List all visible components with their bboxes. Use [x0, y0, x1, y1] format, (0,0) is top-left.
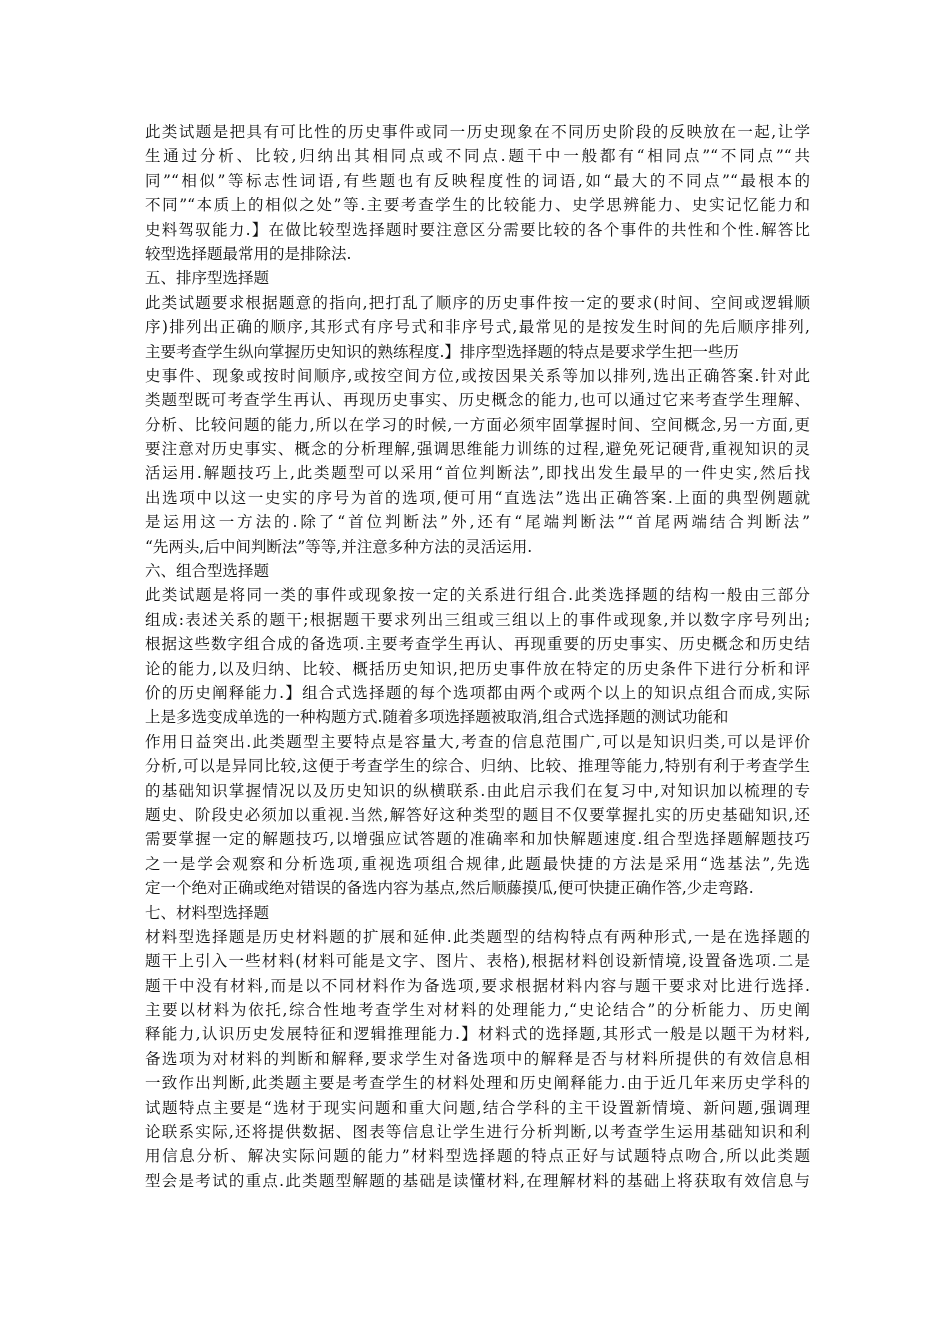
text-line: 用信息分析、解决实际问题的能力”材料型选择题的特点正好与试题特点吻合,所以此类题 [145, 1147, 810, 1166]
text-line: 不同”“本质上的相似之处”等.主要考查学生的比较能力、史学思辨能力、史实记忆能力和 [145, 196, 810, 215]
text-line: 作用日益突出.此类题型主要特点是容量大,考查的信息范围广,可以是知识归类,可以是评价 [145, 732, 810, 751]
section-comparison-continued [145, 120, 810, 266]
section-ordering-question [145, 266, 810, 559]
text-line: 分析,可以是异同比较,这便于考查学生的综合、归纳、比较、推理等能力,特别有利于考查学生 [145, 757, 810, 776]
text-line: 释能力,认识历史发展特征和逻辑推理能力.】材料式的选择题,其形式一般是以题干为材料, [145, 1025, 810, 1044]
text-line: 类题型既可考查学生再认、再现历史事实、历史概念的能力,也可以通过它来考查学生理解、 [145, 391, 810, 410]
section-material-question [145, 901, 810, 1194]
text-line: 此类试题是将同一类的事件或现象按一定的关系进行组合.此类选择题的结构一般由三部分 [145, 586, 810, 605]
text-line: 要注意对历史事实、概念的分析理解,强调思维能力训练的过程,避免死记硬背,重视知识的灵 [145, 440, 810, 459]
text-line: 主要以材料为依托,综合性地考查学生对材料的处理能力,“史论结合”的分析能力、历史阐 [145, 1001, 810, 1020]
text-line: 价的历史阐释能力.】组合式选择题的每个选项都由两个或两个以上的知识点组合而成,实际 [145, 683, 810, 702]
section-heading: 七、材料型选择题 [145, 903, 270, 922]
text-line: 较型选择题最常用的是排除法. [145, 244, 352, 263]
document-page [145, 120, 810, 1193]
text-line: 备选项为对材料的判断和解释,要求学生对备选项中的解释是否与材料所提供的有效信息相 [145, 1049, 810, 1068]
text-line: 一致作出判断,此类题主要是考查学生的材料处理和历史阐释能力.由于近几年来历史学科的 [145, 1074, 810, 1093]
text-line: 题干上引入一些材料(材料可能是文字、图片、表格),根据材料创设新情境,设置备选项.二是 [145, 952, 810, 971]
section-heading: 六、组合型选择题 [145, 562, 270, 581]
section-combination-question [145, 559, 810, 900]
text-line: 论联系实际,还将提供数据、图表等信息让学生进行分析判断,以考查学生运用基础知识和利 [145, 1123, 810, 1142]
text-line: 活运用.解题技巧上,此类题型可以采用“首位判断法”,即找出发生最早的一件史实,然后找 [145, 464, 810, 483]
text-line: 史料驾驭能力.】在做比较型选择题时要注意区分需要比较的各个事件的共性和个性.解答比 [145, 220, 810, 239]
text-line: 需要掌握一定的解题技巧,以增强应试答题的准确率和加快解题速度.组合型选择题解题技巧 [145, 830, 810, 849]
text-line: 序)排列出正确的顺序,其形式有序号式和非序号式,最常见的是按发生时间的先后顺序排列, [145, 318, 810, 337]
text-line: 根据这些数字组合成的备选项.主要考查学生再认、再现重要的历史事实、历史概念和历史结 [145, 635, 810, 654]
text-line: 定一个绝对正确或绝对错误的备选内容为基点,然后顺藤摸瓜,便可快捷正确作答,少走弯路. [145, 879, 754, 898]
text-line: 此类试题要求根据题意的指向,把打乱了顺序的历史事件按一定的要求(时间、空间或逻辑顺 [145, 293, 810, 312]
text-line: 分析、比较问题的能力,所以在学习的时候,一方面必须牢固掌握时间、空间概念,另一方面,更 [145, 415, 810, 434]
section-heading: 五、排序型选择题 [145, 269, 270, 288]
text-line: 生通过分析、比较,归纳出其相同点或不同点.题干中一般都有“相同点”“不同点”“共 [145, 147, 810, 166]
text-line: 试题特点主要是“选材于现实问题和重大问题,结合学科的主干设置新情境、新问题,强调理 [145, 1098, 810, 1117]
text-line: 题干中没有材料,而是以不同材料作为备选项,要求根据材料内容与题干要求对比进行选择. [145, 976, 810, 995]
text-line: 组成:表述关系的题干;根据题干要求列出三组或三组以上的事件或现象,并以数字序号列出; [145, 610, 810, 629]
text-line: 主要考查学生纵向掌握历史知识的熟练程度.】排序型选择题的特点是要求学生把一些历 [145, 342, 739, 361]
text-line: 之一是学会观察和分析选项,重视选项组合规律,此题最快捷的方法是采用“选基法”,先选 [145, 854, 810, 873]
text-line: 的基础知识掌握情况以及历史知识的纵横联系.由此启示我们在复习中,对知识加以梳理的专 [145, 781, 810, 800]
text-line: 出选项中以这一史实的序号为首的选项,便可用“直选法”选出正确答案.上面的典型例题就 [145, 488, 810, 507]
text-line: 同”“相似”等标志性词语,有些题也有反映程度性的词语,如“最大的不同点”“最根本的 [145, 171, 810, 190]
text-line: 题史、阶段史必须加以重视.当然,解答好这种类型的题目不仅要掌握扎实的历史基础知识,还 [145, 805, 810, 824]
text-line: 是运用这一方法的.除了“首位判断法”外,还有“尾端判断法”“首尾两端结合判断法” [145, 513, 810, 532]
text-line: 史事件、现象或按时间顺序,或按空间方位,或按因果关系等加以排列,选出正确答案.针对此 [145, 366, 810, 385]
text-line: 论的能力,以及归纳、比较、概括历史知识,把历史事件放在特定的历史条件下进行分析和评 [145, 659, 810, 678]
text-line: “先两头,后中间判断法”等等,并注意多种方法的灵活运用. [145, 537, 533, 556]
text-line: 型会是考试的重点.此类题型解题的基础是读懂材料,在理解材料的基础上将获取有效信息与 [145, 1171, 810, 1190]
text-line: 材料型选择题是历史材料题的扩展和延伸.此类题型的结构特点有两种形式,一是在选择题的 [145, 927, 810, 946]
text-line: 上是多选变成单选的一种构题方式.随着多项选择题被取消,组合式选择题的测试功能和 [145, 708, 729, 727]
text-line: 此类试题是把具有可比性的历史事件或同一历史现象在不同历史阶段的反映放在一起,让学 [145, 123, 810, 141]
